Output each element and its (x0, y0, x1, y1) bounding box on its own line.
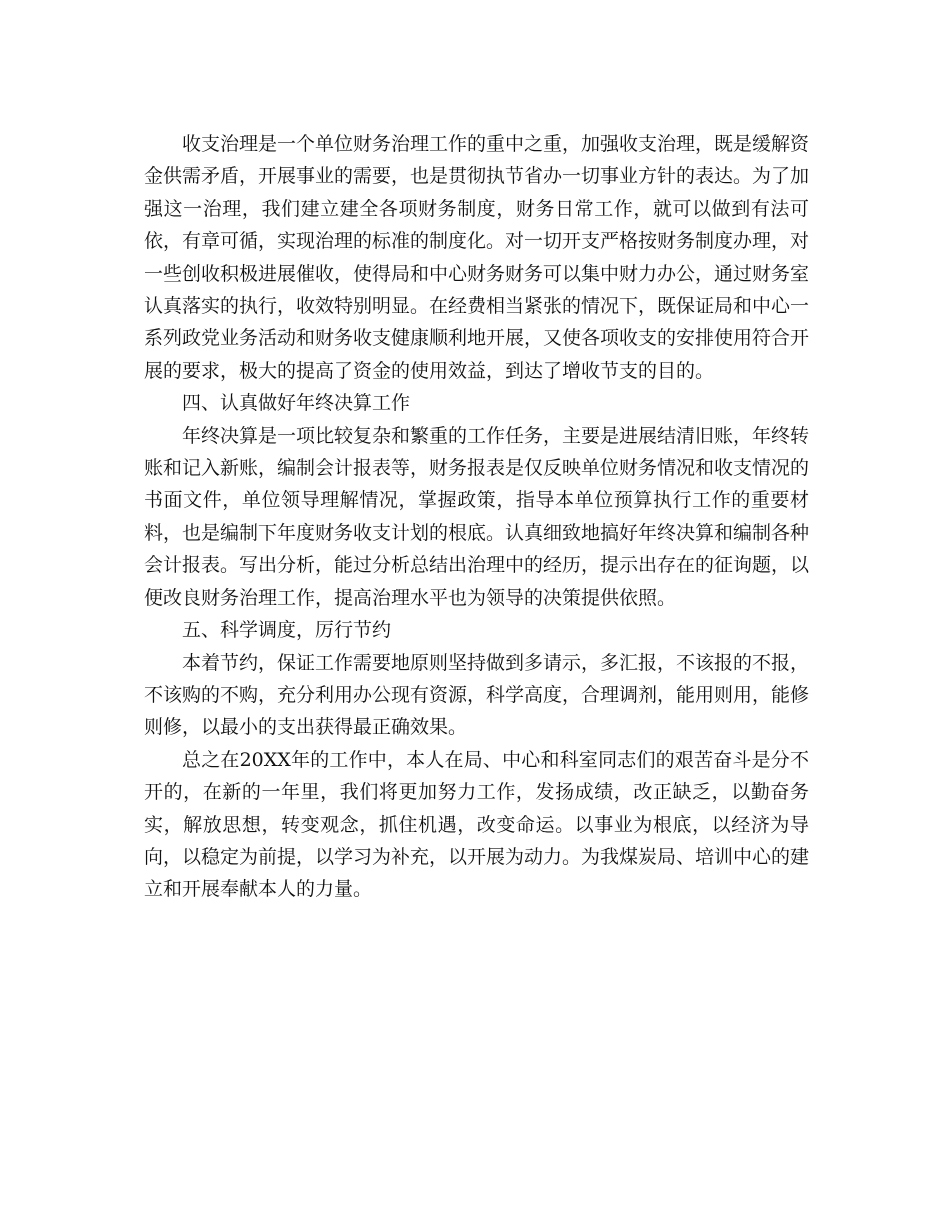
section-heading-year-end-accounts: 四、认真做好年终决算工作 (182, 392, 411, 415)
paragraph-conclusion: 总之在20XX年的工作中，本人在局、中心和科室同志们的艰苦奋斗是分不开的，在新的一年里，我们将更加努力工作，发扬成绩，改正缺乏，以勤奋务实，解放思想，转变观念，抓住机遇，改变命运。以事业为根底，以经济为导向，以稳定为前提，以学习为补充，以开展为动力。为我煤炭局、培训中心的建立和开展奉献本人的力量。 (144, 748, 810, 901)
paragraph-revenue-expenditure: 收支治理是一个单位财务治理工作的重中之重，加强收支治理，既是缓解资金供需矛盾，开展事业的需要，也是贯彻执节省办一切事业方针的表达。为了加强这一治理，我们建立建全各项财务制度，财务日常工作，就可以做到有法可依，有章可循，实现治理的标准的制度化。对一切开支严格按财务制度办理，对一些创收积极进展催收，使得局和中心财务财务可以集中财力办公，通过财务室认真落实的执行，收效特别明显。在经费相当紧张的情况下，既保证局和中心一系列政党业务活动和财务收支健康顺利地开展，又使各项收支的安排使用符合开展的要求，极大的提高了资金的使用效益，到达了增收节支的目的。 (144, 133, 810, 382)
section-heading-economy: 五、科学调度，厉行节约 (182, 619, 392, 642)
paragraph-economy: 本着节约，保证工作需要地原则坚持做到多请示，多汇报，不该报的不报，不该购的不购，充分利用办公现有资源，科学高度，合理调剂，能用则用，能修则修，以最小的支出获得最正确效果。 (144, 651, 810, 739)
document-body (144, 128, 809, 906)
paragraph-year-end-accounts: 年终决算是一项比较复杂和繁重的工作任务，主要是进展结清旧账，年终转账和记入新账，编制会计报表等，财务报表是仅反映单位财务情况和收支情况的书面文件，单位领导理解情况，掌握政策，指导本单位预算执行工作的重要材料，也是编制下年度财务收支计划的根底。认真细致地搞好年终决算和编制各种会计报表。写出分析，能过分析总结出治理中的经历，提示出存在的征询题，以便改良财务治理工作，提高治理水平也为领导的决策提供依照。 (144, 424, 810, 609)
